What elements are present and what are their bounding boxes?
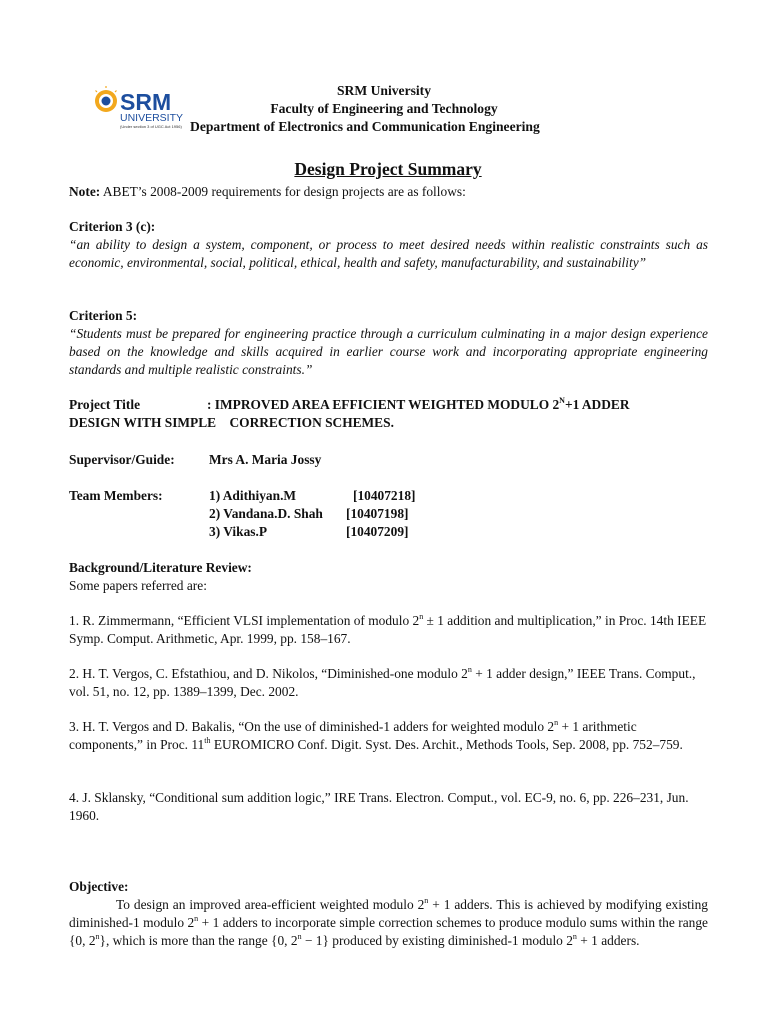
objective-sup: n — [297, 931, 302, 941]
team-member-id: [10407218] — [353, 488, 416, 503]
project-title-label: Project Title — [69, 397, 141, 412]
team-member-id: [10407198] — [346, 506, 409, 521]
criterion5-label: Criterion 5: — [69, 308, 138, 323]
background-intro: Some papers referred are: — [69, 578, 207, 593]
team-member-name: 1) Adithiyan.M — [209, 488, 297, 503]
project-title-line2: DESIGN WITH SIMPLE CORRECTION SCHEMES. — [69, 415, 394, 430]
criterion3-section — [69, 218, 708, 272]
objective-text-part: − 1} produced by existing diminished-1 modulo 2 — [301, 933, 573, 948]
supervisor-label: Supervisor/Guide: — [69, 452, 175, 467]
criterion3-text: “an ability to design a system, component, or process to meet desired needs within realistic constraints such as economic, environmental, social, political, ethical, health and safety, manufacturability, and sustainability” — [69, 237, 708, 270]
reference-3 — [69, 718, 708, 754]
background-label: Background/Literature Review: — [69, 560, 252, 575]
reference-sup: n — [419, 611, 424, 621]
supervisor-name: Mrs A. Maria Jossy — [209, 452, 322, 467]
reference-text: EUROMICRO Conf. Digit. Syst. Des. Archit., Methods Tools, Sep. 2008, pp. 752–759. — [210, 737, 683, 752]
reference-text: ± 1 addition and multiplication,” in Proc. 14th IEEE Symp. Comput. Arithmetic, Apr. 1999, pp. 158–167. — [69, 613, 707, 646]
department-name: Department of Electronics and Communication Engineering — [190, 119, 540, 134]
reference-text: 2. H. T. Vergos, C. Efstathiou, and D. Nikolos, “Diminished-one modulo 2 — [69, 666, 468, 681]
objective-text-part: To design an improved area-efficient weighted modulo 2 — [116, 897, 425, 912]
university-name: SRM University — [336, 83, 431, 98]
reference-2 — [69, 665, 708, 701]
team-member-name: 2) Vandana.D. Shah — [209, 506, 323, 521]
reference-4: 4. J. Sklansky, “Conditional sum addition logic,” IRE Trans. Electron. Comput., vol. EC-9, no. 6, pp. 226–231, Jun. 1960. — [69, 790, 689, 823]
page-title: Design Project Summary — [294, 159, 482, 179]
team-member-name: 3) Vikas.P — [209, 524, 268, 539]
objective-sup: n — [424, 895, 429, 905]
reference-text: + 1 adder design,” IEEE Trans. Comput., vol. 51, no. 12, pp. 1389–1399, Dec. 2002. — [69, 666, 696, 699]
team-member-id: [10407209] — [346, 524, 409, 539]
reference-text: 3. H. T. Vergos and D. Bakalis, “On the use of diminished-1 adders for weighted modulo 2 — [69, 719, 555, 734]
objective-text-part: + 1 adders. — [576, 933, 640, 948]
criterion5-section — [69, 307, 708, 379]
team-member-2 — [209, 505, 323, 523]
project-title-part1: : IMPROVED AREA EFFICIENT WEIGHTED MODULO 2 — [207, 397, 560, 412]
svg-text:(Under section 3 of UGC Act 19: (Under section 3 of UGC Act 1956) — [120, 124, 182, 129]
project-title-value — [207, 396, 630, 414]
background-section — [69, 559, 708, 595]
reference-1 — [69, 612, 708, 648]
objective-section — [69, 878, 708, 950]
objective-sup: n — [194, 913, 199, 923]
svg-text:UNIVERSITY: UNIVERSITY — [120, 112, 184, 124]
criterion3-label: Criterion 3 (c): — [69, 219, 156, 234]
reference-sup: n — [467, 664, 472, 674]
objective-label: Objective: — [69, 879, 129, 894]
note-text: ABET’s 2008-2009 requirements for design projects are as follows: — [102, 184, 466, 199]
objective-text — [69, 896, 708, 950]
faculty-name: Faculty of Engineering and Technology — [270, 101, 498, 116]
criterion5-text: “Students must be prepared for engineering practice through a curriculum culminating in a major design experience based on the knowledge and skills acquired in earlier course work and incorporating appropriate engineering standards and multiple realistic constraints.” — [69, 326, 708, 377]
reference-text: + 1 arithmetic components,” in Proc. 11 — [69, 719, 637, 752]
svg-text:SRM: SRM — [120, 89, 172, 115]
objective-text-part: }, which is more than the range {0, 2 — [99, 933, 298, 948]
project-title-sup: N — [559, 395, 565, 405]
reference-sup: th — [204, 735, 211, 745]
team-member-3 — [209, 523, 267, 541]
objective-text-part: + 1 adders. This is achieved by modifying existing diminished-1 modulo 2 — [69, 897, 708, 930]
objective-sup: n — [572, 931, 577, 941]
objective-sup: n — [95, 931, 100, 941]
note-line — [69, 183, 708, 201]
reference-text: 1. R. Zimmermann, “Efficient VLSI implementation of modulo 2 — [69, 613, 420, 628]
team-member-1 — [209, 487, 296, 505]
team-label: Team Members: — [69, 488, 163, 503]
reference-sup: n — [554, 717, 559, 727]
project-title-part2: +1 ADDER — [564, 397, 630, 412]
note-label: Note: — [69, 184, 101, 199]
objective-text-part: + 1 adders to incorporate simple correction schemes to produce modulo sums within the range {0, 2 — [69, 915, 709, 948]
